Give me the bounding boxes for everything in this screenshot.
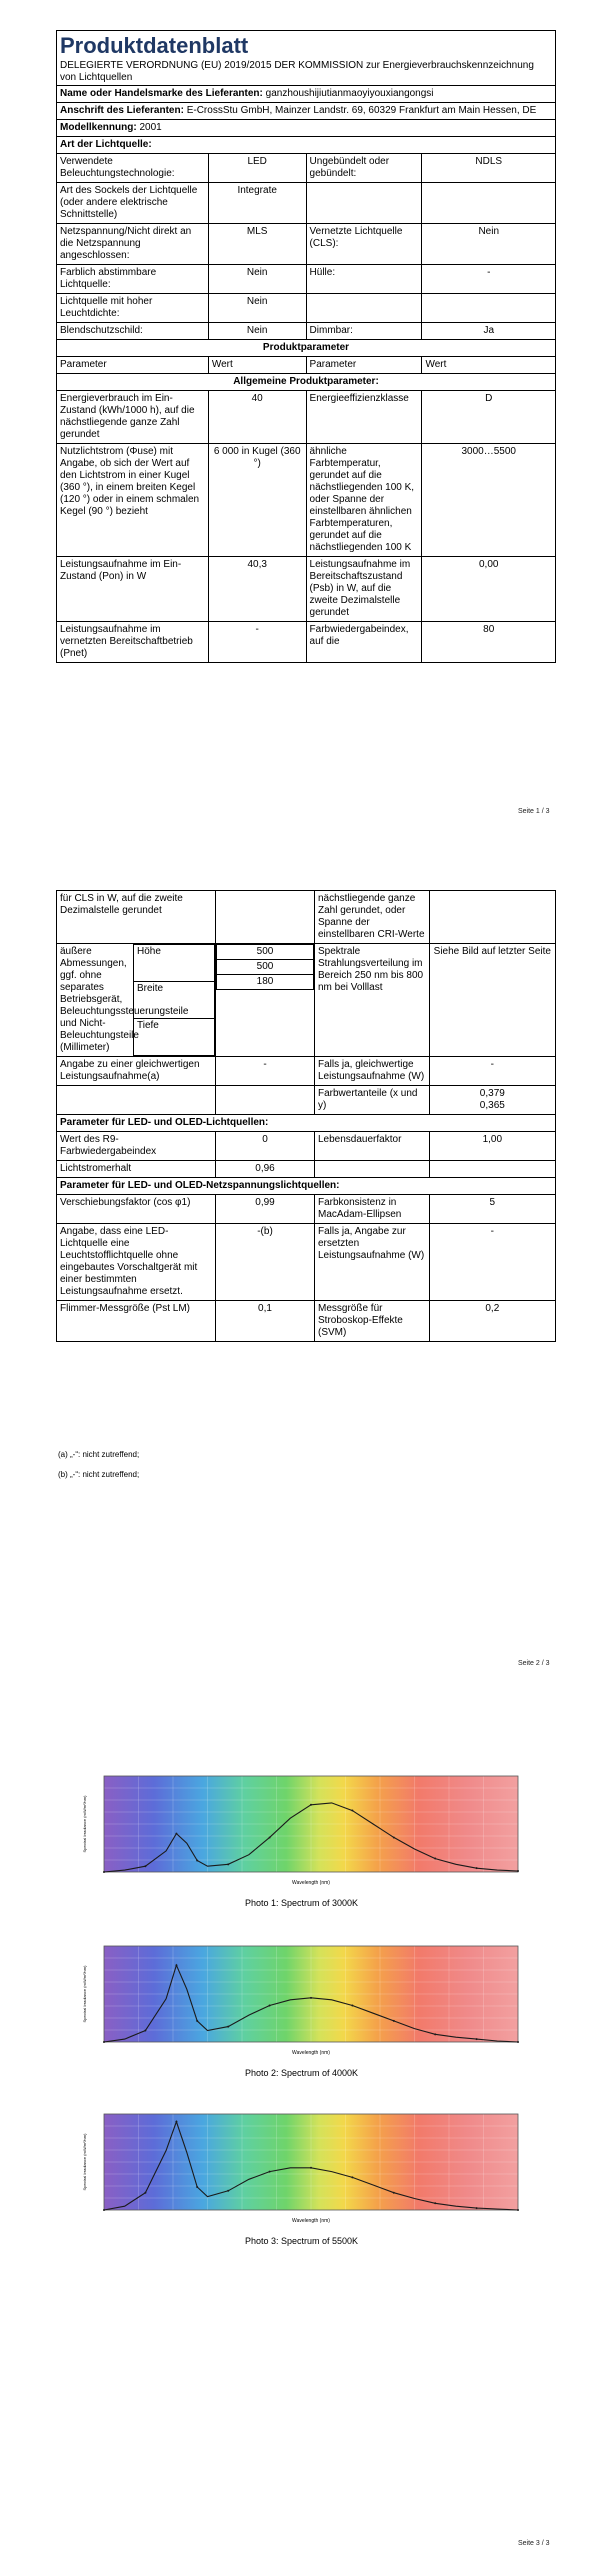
chroma-x: 0,379 <box>479 1088 505 1099</box>
row-label: Falls ja, gleichwertige Leistungsaufnahme (W) <box>315 1057 430 1086</box>
row-value: Integrate <box>208 183 306 224</box>
column-header: Parameter <box>306 357 422 374</box>
table-row <box>57 154 556 183</box>
row-value: - <box>422 265 556 294</box>
dim-key: Breite <box>134 982 215 1019</box>
table-row <box>57 891 556 944</box>
row-value: LED <box>208 154 306 183</box>
data-point <box>434 1858 436 1860</box>
supplier-name-value: ganzhoushijiutianmaoyiyouxiangongsi <box>265 88 434 99</box>
row-value: MLS <box>208 224 306 265</box>
row-value: 0 <box>216 1132 315 1161</box>
data-point <box>517 1870 519 1872</box>
data-point <box>144 1865 146 1867</box>
row-label: Netzspannung/Nicht direkt an die Netzspannung angeschlossen: <box>57 224 209 265</box>
dim-key: Höhe <box>134 945 215 982</box>
general-params-header: Allgemeine Produktparameter: <box>57 374 556 391</box>
dim-value: 500 <box>217 945 314 960</box>
row-label: Lichtstromerhalt <box>57 1161 216 1178</box>
row-value: 0,99 <box>216 1195 315 1224</box>
table-row <box>57 1224 556 1301</box>
row-value: - <box>208 622 306 663</box>
row-value: - <box>429 1224 555 1301</box>
table-row <box>57 444 556 557</box>
data-point <box>351 2176 353 2178</box>
led-params-header: Parameter für LED- und OLED-Lichtquellen: <box>57 1115 556 1132</box>
row-label: Nutzlichtstrom (Φuse) mit Angabe, ob sich der Wert auf den Lichtstrom in einer Kugel (360 °), in einem breiten Kegel (120 °) oder in einem schmalen Kegel (90 °) bezieht <box>57 444 209 557</box>
data-point <box>175 1833 177 1835</box>
row-value: D <box>422 391 556 444</box>
data-point <box>103 1871 105 1873</box>
data-point <box>434 2202 436 2204</box>
data-point <box>476 2038 478 2040</box>
page-3 <box>0 1740 603 2560</box>
row-value: Ja <box>422 323 556 340</box>
row-label: Verwendete Beleuchtungstechnologie: <box>57 154 209 183</box>
row-label: Energieverbrauch im Ein-Zustand (kWh/1000 h), auf die nächstliegende ganze Zahl gerundet <box>57 391 209 444</box>
supplier-name-label: Name oder Handelsmarke des Lieferanten: <box>60 88 263 99</box>
row-value: Siehe Bild auf letzter Seite <box>429 944 555 1057</box>
supplier-address-value: E-CrossStu GmbH, Mainzer Landstr. 69, 60329 Frankfurt am Main Hessen, DE <box>186 105 537 116</box>
row-label: Spektrale Strahlungsverteilung im Bereich 250 nm bis 800 nm bei Volllast <box>315 944 430 1057</box>
column-header: Parameter <box>57 357 209 374</box>
data-point <box>269 2005 271 2007</box>
data-point <box>476 2207 478 2209</box>
mains-params-header: Parameter für LED- und OLED-Netzspannungslichtquellen: <box>57 1178 556 1195</box>
row-value: 80 <box>422 622 556 663</box>
row-label: Leistungsaufnahme im Bereitschaftszustand (Psb) in W, auf die zweite Dezimalstelle gerundet <box>306 557 422 622</box>
row-label: Energieeffizienzklasse <box>306 391 422 444</box>
spectrum-chart-1 <box>78 1770 528 1890</box>
column-header: Wert <box>208 357 306 374</box>
table-row <box>57 1195 556 1224</box>
row-label: Leistungsaufnahme im Ein-Zustand (Pon) in W <box>57 557 209 622</box>
row-label: für CLS in W, auf die zweite Dezimalstelle gerundet <box>57 891 216 944</box>
spectrum-caption-2: Photo 2: Spectrum of 4000K <box>244 2068 359 2078</box>
row-value: 0,1 <box>216 1301 315 1342</box>
data-point <box>393 2192 395 2194</box>
row-value <box>422 183 556 224</box>
row-label: Blendschutzschild: <box>57 323 209 340</box>
row-label: Art des Sockels der Lichtquelle (oder andere elektrische Schnittstelle) <box>57 183 209 224</box>
table-row <box>57 1301 556 1342</box>
dimensions-label: äußere Abmessungen, ggf. ohne separates Betriebsgerät, Beleuchtungssteuerungsteile und Nicht-Beleuchtungsteile (Millimeter) <box>60 946 189 1053</box>
x-axis-label: Wavelength (nm) <box>292 2218 330 2224</box>
data-point <box>351 2005 353 2007</box>
data-point <box>103 2209 105 2211</box>
row-value: Nein <box>422 224 556 265</box>
row-label: Farblich abstimmbare Lichtquelle: <box>57 265 209 294</box>
datasheet-table-1 <box>56 30 556 663</box>
y-axis-label: Spectral Irradiance (mW/m²/nm) <box>82 1965 87 2023</box>
row-label: Wert des R9-Farbwiedergabeindex <box>57 1132 216 1161</box>
y-axis-label: Spectral Irradiance (mW/m²/nm) <box>82 2133 87 2191</box>
row-label: Leistungsaufnahme im vernetzten Bereitschaftbetrieb (Pnet) <box>57 622 209 663</box>
table-row <box>57 1057 556 1086</box>
table-row <box>57 944 556 1057</box>
table-row <box>57 1132 556 1161</box>
spectrum-caption-3: Photo 3: Spectrum of 5500K <box>244 2236 359 2246</box>
row-value: 5 <box>429 1195 555 1224</box>
row-value: Nein <box>208 323 306 340</box>
row-label: Vernetzte Lichtquelle (CLS): <box>306 224 422 265</box>
row-value: NDLS <box>422 154 556 183</box>
data-point <box>310 1804 312 1806</box>
row-value: -(b) <box>216 1224 315 1301</box>
row-label: Falls ja, Angabe zur ersetzten Leistungsaufnahme (W) <box>315 1224 430 1301</box>
page-number: Seite 2 / 3 <box>518 1660 550 1667</box>
page-number: Seite 1 / 3 <box>518 808 550 815</box>
table-row <box>57 265 556 294</box>
row-label <box>306 183 422 224</box>
page-number: Seite 3 / 3 <box>518 2540 550 2547</box>
dim-key: Tiefe <box>134 1019 215 1056</box>
row-label: ähnliche Farbtemperatur, gerundet auf die nächstliegenden 100 K, oder Spanne der einstellbaren ähnlichen Farbtemperaturen, gerundet auf die nächstliegenden 100 K <box>306 444 422 557</box>
model-label: Modellkennung: <box>60 122 137 133</box>
data-point <box>393 1836 395 1838</box>
data-point <box>196 2020 198 2022</box>
row-value: 1,00 <box>429 1132 555 1161</box>
dim-value: 180 <box>217 975 314 990</box>
column-header: Wert <box>422 357 556 374</box>
data-point <box>227 2190 229 2192</box>
table-row <box>57 1086 556 1115</box>
regulation-text: DELEGIERTE VERORDNUNG (EU) 2019/2015 DER KOMMISSION zur Energieverbrauchskennzeichnung von Lichtquellen <box>60 60 534 83</box>
data-point <box>351 1810 353 1812</box>
document-title: Produktdatenblatt <box>60 33 249 58</box>
model-value: 2001 <box>139 122 162 133</box>
data-point <box>476 1867 478 1869</box>
column-header-row <box>57 357 556 374</box>
table-row <box>57 557 556 622</box>
spectrum-caption-1: Photo 1: Spectrum of 3000K <box>244 1898 359 1908</box>
data-point <box>517 2041 519 2043</box>
row-value: - <box>216 1057 315 1086</box>
row-label: Lebensdauerfaktor <box>315 1132 430 1161</box>
row-value: 3000…5500 <box>422 444 556 557</box>
table-row <box>57 1161 556 1178</box>
data-point <box>175 1964 177 1966</box>
row-value <box>422 294 556 323</box>
data-point <box>175 2121 177 2123</box>
lightsource-type-header: Art der Lichtquelle: <box>57 137 556 154</box>
row-label: Angabe, dass eine LED-Lichtquelle eine Leuchtstofflichtquelle ohne eingebautes Vorschaltgerät mit einer bestimmten Leistungsaufnahme ersetzt. <box>57 1224 216 1301</box>
row-label <box>306 294 422 323</box>
spectrum-chart-2 <box>78 1940 528 2060</box>
row-label: Verschiebungsfaktor (cos φ1) <box>57 1195 216 1224</box>
datasheet-table-2 <box>56 890 556 1342</box>
data-point <box>393 2020 395 2022</box>
footnote-b: (b) „-“: nicht zutreffend; <box>58 1470 140 1479</box>
data-point <box>434 2033 436 2035</box>
row-label: Ungebündelt oder gebündelt: <box>306 154 422 183</box>
row-label: Messgröße für Stroboskop-Effekte (SVM) <box>315 1301 430 1342</box>
data-point <box>144 2029 146 2031</box>
data-point <box>103 2041 105 2043</box>
row-label: Farbwertanteile (x und y) <box>315 1086 430 1115</box>
data-point <box>517 2209 519 2211</box>
y-axis-label: Spectral Irradiance (mW/m²/nm) <box>82 1795 87 1853</box>
table-row <box>57 323 556 340</box>
footnote-a: (a) „-“: nicht zutreffend; <box>58 1450 140 1459</box>
row-value: 40 <box>208 391 306 444</box>
row-value: 0,2 <box>429 1301 555 1342</box>
x-axis-label: Wavelength (nm) <box>292 1880 330 1886</box>
chroma-y: 0,365 <box>479 1100 505 1111</box>
x-axis-label: Wavelength (nm) <box>292 2050 330 2056</box>
row-value: Nein <box>208 294 306 323</box>
row-value: 6 000 in Kugel (360 °) <box>208 444 306 557</box>
table-row <box>57 294 556 323</box>
row-value: Nein <box>208 265 306 294</box>
data-point <box>144 2192 146 2194</box>
row-label: Lichtquelle mit hoher Leuchtdichte: <box>57 294 209 323</box>
table-row <box>57 224 556 265</box>
row-value: 0,00 <box>422 557 556 622</box>
data-point <box>227 1863 229 1865</box>
row-label: Flimmer-Messgröße (Pst LM) <box>57 1301 216 1342</box>
row-label: Farbkonsistenz in MacAdam-Ellipsen <box>315 1195 430 1224</box>
row-label: Dimmbar: <box>306 323 422 340</box>
data-point <box>269 2171 271 2173</box>
row-label: nächstliegende ganze Zahl gerundet, oder Spanne der einstellbaren CRI-Werte <box>315 891 430 944</box>
row-value: - <box>429 1057 555 1086</box>
table-row <box>57 391 556 444</box>
data-point <box>227 2026 229 2028</box>
row-label: Farbwiedergabeindex, auf die <box>306 622 422 663</box>
data-point <box>196 2186 198 2188</box>
data-point <box>196 1859 198 1861</box>
data-point <box>310 2167 312 2169</box>
row-value: 40,3 <box>208 557 306 622</box>
table-row <box>57 183 556 224</box>
table-row <box>57 622 556 663</box>
row-value: 0,96 <box>216 1161 315 1178</box>
row-label: Angabe zu einer gleichwertigen Leistungsaufnahme(a) <box>57 1057 216 1086</box>
product-params-header: Produktparameter <box>57 340 556 357</box>
data-point <box>269 1836 271 1838</box>
row-label: Hülle: <box>306 265 422 294</box>
dim-value: 500 <box>217 960 314 975</box>
supplier-address-label: Anschrift des Lieferanten: <box>60 105 184 116</box>
data-point <box>310 1997 312 1999</box>
spectrum-chart-3 <box>78 2108 528 2228</box>
